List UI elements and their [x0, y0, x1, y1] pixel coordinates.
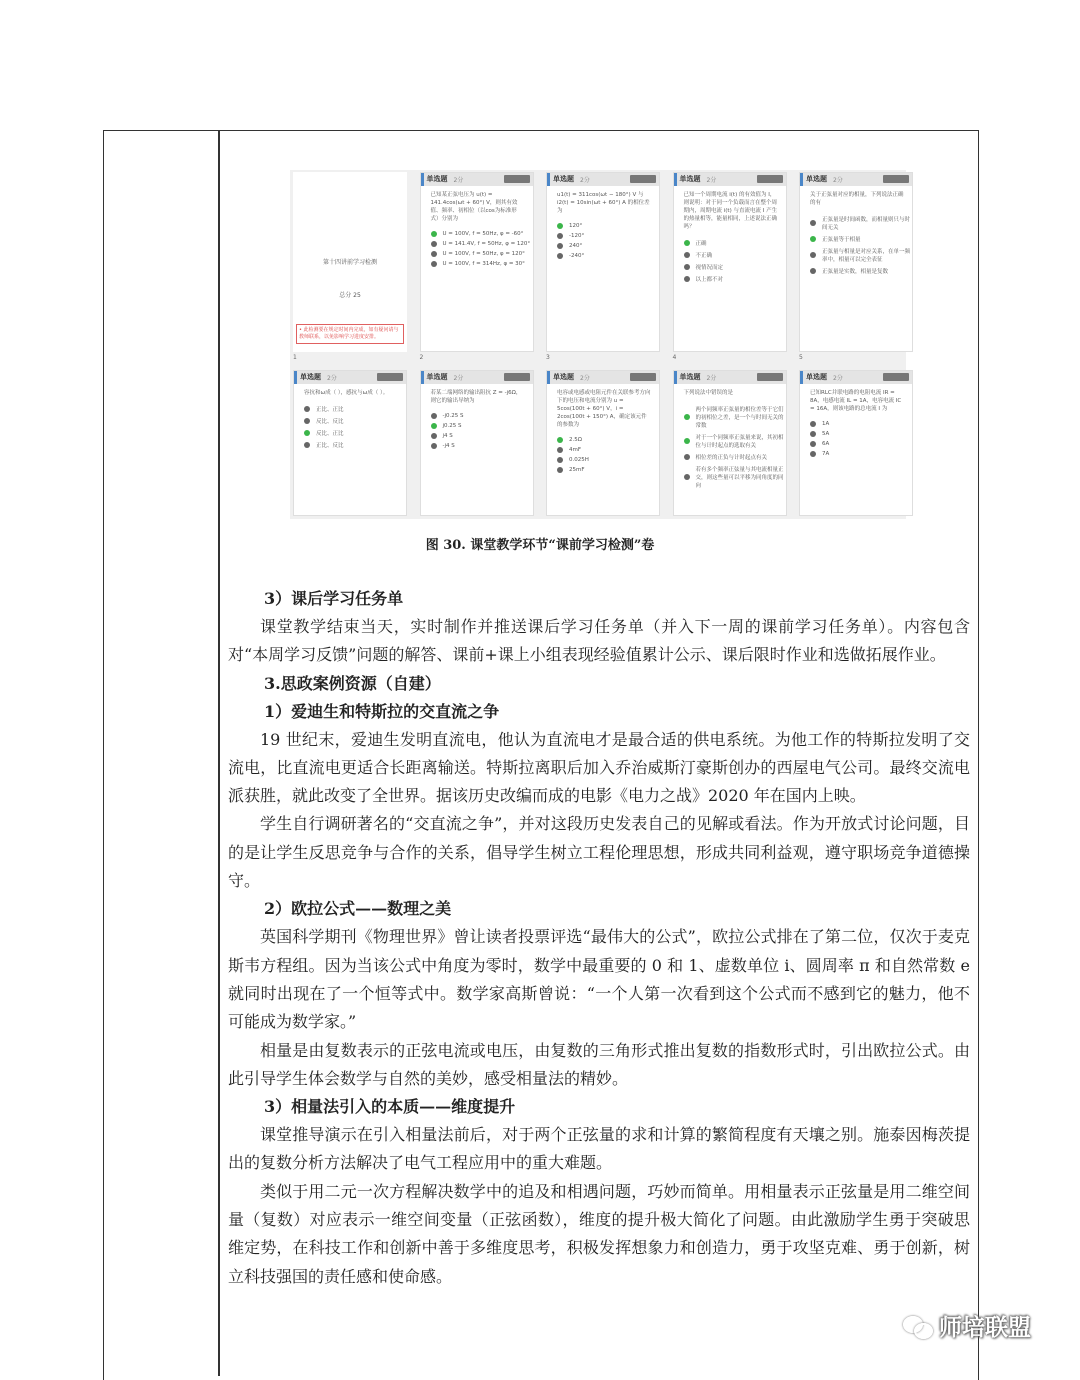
radio-icon[interactable]: [431, 423, 437, 429]
radio-icon[interactable]: [557, 437, 563, 443]
answer-option[interactable]: [674, 431, 786, 451]
paragraph: 学生自行调研著名的“交直流之争”，并对这段历史发表自己的见解或看法。作为开放式讨论问题，目的是让学生反思竞争与合作的关系，倡导学生树立工程伦理思想，形成共同利益观，遵守职场竞争道德操守。: [228, 814, 970, 891]
radio-icon[interactable]: [810, 220, 816, 226]
option-text: 5A: [822, 431, 830, 437]
question-type: 单选题: [806, 373, 827, 381]
option-text: U = 100V, f = 50Hz, φ = 120°: [442, 251, 525, 257]
answer-option[interactable]: [294, 439, 406, 451]
card-settings-button[interactable]: [883, 175, 909, 183]
radio-icon[interactable]: [304, 442, 310, 448]
quiz-question-card: [799, 370, 913, 516]
answer-option[interactable]: [800, 439, 912, 449]
answer-option[interactable]: [674, 273, 786, 285]
question-type: 单选题: [300, 373, 321, 381]
option-text: 对于一个同频率正弦量来说，其初相位与计时起点的选取有关: [695, 435, 784, 449]
question-score: 2分: [453, 375, 464, 382]
answer-option[interactable]: [547, 251, 659, 261]
card-header: [547, 173, 659, 186]
answer-option[interactable]: [421, 229, 533, 239]
quiz-question-card: [673, 370, 787, 516]
answer-option[interactable]: [547, 445, 659, 455]
answer-option[interactable]: [547, 221, 659, 231]
question-text: 容抗和ω成（ ），感抗与ω成（ ）。: [304, 390, 389, 396]
question-score: 2分: [706, 375, 717, 382]
answer-option[interactable]: [547, 241, 659, 251]
card-settings-button[interactable]: [630, 373, 656, 381]
answer-option[interactable]: [800, 449, 912, 459]
card-number: 2: [419, 354, 424, 361]
body-text: [228, 585, 970, 1291]
radio-icon[interactable]: [810, 421, 816, 427]
option-text: U = 100V, f = 314Hz, φ = 30°: [442, 261, 525, 267]
quiz-question-card: [420, 370, 534, 516]
paragraph: 英国科学期刊《物理世界》曾让读者投票评选“最伟大的公式”，欧拉公式排在了第二位，仅次于麦克斯韦方程组。因为当该公式中角度为零时，数学中最重要的 0 和 1、虚数单位 i、圆周率 π 和自然常数 e 就同时出现在了一个恒等式中。数学家高斯曾说：“一个人第一次看到这个公式而不感到它的魅力，他不可能成为数学家。”: [228, 927, 970, 1032]
paragraph: 课堂教学结束当天，实时制作并推送课后学习任务单（并入下一周的课前学习任务单）。内容包含对“本周学习反馈”问题的解答、课前+课上小组表现经验值累计公示、课后限时作业和选做拓展作业。: [228, 617, 970, 665]
answer-option[interactable]: [421, 239, 533, 249]
quiz-question-card: [673, 172, 787, 352]
quiz-question-card: [546, 370, 660, 516]
radio-icon[interactable]: [431, 413, 437, 419]
answer-option[interactable]: [421, 259, 533, 269]
radio-icon[interactable]: [810, 268, 816, 274]
question-text: 关于正弦量对应的相量，下列说法正确的有: [810, 192, 904, 206]
radio-icon[interactable]: [810, 431, 816, 437]
option-text: 相位差的正负与计时起点有关: [695, 455, 768, 461]
answer-option[interactable]: [547, 435, 659, 445]
option-text: 正比、反比: [316, 443, 344, 449]
figure-caption: 图 30. 课堂教学环节“课前学习检测”卷: [425, 538, 655, 553]
option-text: 若有多个频率正弦量与其电流相量正交，则这些量可以平移为同角度的同向: [695, 467, 784, 489]
question-score: 2分: [833, 177, 843, 184]
section-heading: 2）欧拉公式——数理之美: [264, 899, 452, 919]
answer-option[interactable]: [294, 403, 406, 415]
radio-icon[interactable]: [684, 474, 690, 480]
answer-option[interactable]: [800, 245, 912, 265]
question-text: 已知某正弦电压为 u(t) = 141.4cos(ωt + 60°) V，则其有效值、频率、初相位（以cos为标准形式）分别为: [430, 192, 518, 222]
radio-icon[interactable]: [684, 240, 690, 246]
radio-icon[interactable]: [304, 418, 310, 424]
radio-icon[interactable]: [431, 251, 437, 257]
option-text: 正弦量等于相量: [822, 237, 861, 243]
paragraph: 相量是由复数表示的正弦电流或电压，由复数的三角形式推出复数的指数形式时，引出欧拉公式。由此引导学生体会数学与自然的美妙，感受相量法的精妙。: [228, 1040, 970, 1088]
option-text: 120°: [569, 223, 583, 229]
answer-option[interactable]: [674, 237, 786, 249]
paragraph: 19 世纪末，爱迪生发明直流电，他认为直流电才是最合适的供电系统。为他工作的特斯拉发明了交流电，比直流电更适合长距离输送。特斯拉离职后加入乔治威斯汀豪斯创办的西屋电气公司。最终交流电派获胜，就此改变了全世界。据该历史改编而成的电影《电力之战》2020 年在国内上映。: [228, 729, 970, 806]
option-text: 0.025H: [569, 457, 589, 463]
watermark: [903, 1309, 1031, 1342]
answer-option[interactable]: [547, 455, 659, 465]
question-type: 单选题: [806, 175, 827, 183]
radio-icon[interactable]: [684, 414, 690, 420]
answer-option[interactable]: [547, 231, 659, 241]
answer-option[interactable]: [421, 411, 533, 421]
answer-option[interactable]: [294, 427, 406, 439]
option-text: 正确: [695, 241, 707, 247]
answer-option[interactable]: [421, 441, 533, 451]
quiz-question-card: [546, 172, 660, 352]
question-type: 单选题: [426, 373, 448, 381]
card-settings-button[interactable]: [377, 373, 403, 381]
option-text: 反比、反比: [316, 419, 344, 425]
option-text: 240°: [569, 243, 583, 249]
card-number: 1: [293, 354, 297, 361]
option-text: -j0.25 S: [442, 413, 464, 419]
card-settings-button[interactable]: [504, 175, 530, 183]
radio-icon[interactable]: [557, 253, 563, 259]
question-text: 已知RLC并联电路的电阻电流 IR = 8A，电感电流 IL = 1A，电容电流 IC = 16A，则该电路的总电流 I 为: [810, 390, 902, 412]
card-header: [800, 371, 912, 384]
quiz-title: 第十四讲前学习检测: [322, 259, 377, 266]
option-text: 4mF: [569, 447, 582, 453]
question-type: 单选题: [426, 175, 448, 183]
option-text: 两个同频率正弦量的相位差等于它们的初相位之差，是一个与时间无关的常数: [695, 407, 784, 429]
table-column-divider: [218, 130, 220, 1376]
radio-icon[interactable]: [304, 430, 310, 436]
answer-option[interactable]: [421, 421, 533, 431]
option-text: U = 100V, f = 50Hz, φ = -60°: [442, 231, 524, 237]
option-text: 25mF: [569, 467, 585, 473]
quiz-total-score: 总分 25: [339, 292, 361, 299]
option-text: U = 141.4V, f = 50Hz, φ = 120°: [442, 241, 531, 247]
option-text: 6A: [822, 441, 830, 447]
section-heading: 3）相量法引入的本质——维度提升: [264, 1097, 516, 1117]
card-settings-button[interactable]: [504, 373, 530, 381]
radio-icon[interactable]: [684, 276, 690, 282]
question-type: 单选题: [679, 175, 701, 183]
answer-option[interactable]: [800, 429, 912, 439]
radio-icon[interactable]: [684, 252, 690, 258]
option-text: 视情况而定: [695, 265, 724, 271]
option-text: j0.25 S: [442, 423, 462, 429]
answer-option[interactable]: [674, 451, 786, 463]
question-text: 已知一个周期电流 i(t) 的有效值为 I，则说明：对于同一个负载而言在整个周期内，周期电流 i(t) 与直流电流 I 产生的热量相等，能量相同，上述说法正确吗？: [683, 192, 778, 230]
card-number: 5: [799, 354, 803, 361]
radio-icon[interactable]: [684, 454, 690, 460]
question-score: 2分: [706, 177, 717, 184]
radio-icon[interactable]: [684, 264, 690, 270]
paragraph: 课堂推导演示在引入相量法前后，对于两个正弦量的求和计算的繁简程度有天壤之别。施泰因梅茨提出的复数分析方法解决了电气工程应用中的重大难题。: [228, 1125, 970, 1173]
question-text: u1(t) = 311cos(ωt − 180°) V 与 i2(t) = 10sin(ωt + 60°) A 的相位差为: [557, 192, 650, 214]
answer-option[interactable]: [800, 265, 912, 277]
question-score: 2分: [453, 177, 464, 184]
question-score: 2分: [580, 375, 590, 382]
radio-icon[interactable]: [431, 433, 437, 439]
answer-option[interactable]: [294, 415, 406, 427]
card-header: [800, 173, 912, 186]
card-settings-button[interactable]: [757, 373, 783, 381]
card-number: 4: [672, 354, 677, 361]
card-header: [674, 173, 786, 186]
radio-icon[interactable]: [557, 243, 563, 249]
option-text: -240°: [569, 253, 585, 259]
radio-icon[interactable]: [431, 443, 437, 449]
radio-icon[interactable]: [810, 441, 816, 447]
card-header: [547, 371, 659, 384]
card-settings-button[interactable]: [630, 175, 656, 183]
radio-icon[interactable]: [431, 261, 437, 267]
option-text: 正弦量与相量是对应关系，在单一频率中，相量可以完全表征: [822, 249, 911, 263]
section-heading: 1）爱迪生和特斯拉的交直流之争: [264, 701, 500, 721]
section-heading: 3.思政案例资源（自建）: [264, 673, 441, 693]
section-heading: 3）课后学习任务单: [264, 589, 404, 608]
radio-icon[interactable]: [684, 438, 690, 444]
card-number: 3: [546, 354, 550, 361]
card-header: [674, 371, 786, 384]
radio-icon[interactable]: [557, 457, 563, 463]
card-settings-button[interactable]: [883, 373, 909, 381]
option-text: 正比、正比: [316, 407, 344, 413]
answer-option[interactable]: [421, 249, 533, 259]
option-text: 正弦量是实数，相量是复数: [822, 269, 889, 275]
answer-option[interactable]: [800, 213, 912, 233]
question-text: 下列说法中错误的是: [683, 390, 734, 396]
radio-icon[interactable]: [810, 252, 816, 258]
option-text: 1A: [822, 421, 830, 427]
answer-option[interactable]: [674, 403, 786, 431]
wechat-icon: [903, 1314, 933, 1338]
quiz-question-card: [293, 370, 407, 516]
answer-option[interactable]: [800, 233, 912, 245]
radio-icon[interactable]: [557, 233, 563, 239]
quiz-question-card: [799, 172, 913, 352]
option-text: -120°: [569, 233, 585, 239]
quiz-cover-card: [293, 172, 407, 352]
option-text: 反比、正比: [316, 431, 344, 437]
radio-icon[interactable]: [431, 231, 437, 237]
option-text: j4 S: [442, 433, 453, 439]
option-text: 正弦量是时间函数，而相量则只与时间无关: [822, 217, 911, 231]
card-header: [294, 371, 406, 384]
answer-option[interactable]: [421, 431, 533, 441]
card-settings-button[interactable]: [757, 175, 783, 183]
question-score: 2分: [580, 177, 590, 184]
paragraph: 类似于用二元一次方程解决数学中的追及和相遇问题，巧妙而简单。用相量表示正弦量是用二维空间量（复数）对应表示一维空间变量（正弦函数），维度的提升极大简化了问题。由此激励学生勇于突破思维定势，在科技工作和创新中善于多维度思考，积极发挥想象力和创造力，勇于攻坚克难、勇于创新，树立科技强国的责任感和使命感。: [228, 1181, 970, 1286]
radio-icon[interactable]: [557, 467, 563, 473]
option-text: 7A: [822, 451, 830, 457]
question-type: 单选题: [553, 373, 574, 381]
quiz-question-card: [420, 172, 534, 352]
question-text: 电容或电感或电阻元件在关联参考方向下的电压和电流分别为 u = 5cos(100t + 60°) V，i = 2cos(100t + 150°) A，确定该元件的参数为: [557, 390, 651, 428]
answer-option[interactable]: [674, 463, 786, 491]
question-text: 若某二端网络的输出阻抗 Z = -j6Ω，则它的输出导纳为: [430, 390, 522, 404]
quiz-note: • 此检测要在规定时间内完成，如有疑问请与教师联系，以免影响学习进度安排。: [296, 324, 404, 344]
option-text: 不正确: [695, 253, 713, 259]
watermark-text: 师培联盟: [939, 1315, 1031, 1341]
answer-option[interactable]: [674, 249, 786, 261]
radio-icon[interactable]: [431, 241, 437, 247]
radio-icon[interactable]: [810, 236, 816, 242]
question-score: 2分: [833, 375, 843, 382]
answer-option[interactable]: [800, 419, 912, 429]
option-text: 2.5Ω: [569, 437, 582, 443]
answer-option[interactable]: [547, 465, 659, 475]
option-text: -j4 S: [442, 443, 455, 449]
card-header: [421, 371, 533, 384]
question-type: 单选题: [553, 175, 574, 183]
radio-icon[interactable]: [557, 447, 563, 453]
radio-icon[interactable]: [810, 451, 816, 457]
answer-option[interactable]: [674, 261, 786, 273]
question-score: 2分: [327, 375, 337, 382]
radio-icon[interactable]: [557, 223, 563, 229]
quiz-screenshot-figure: [290, 170, 911, 519]
question-type: 单选题: [679, 373, 701, 381]
card-header: [421, 173, 533, 186]
radio-icon[interactable]: [304, 406, 310, 412]
option-text: 以上都不对: [695, 277, 724, 283]
